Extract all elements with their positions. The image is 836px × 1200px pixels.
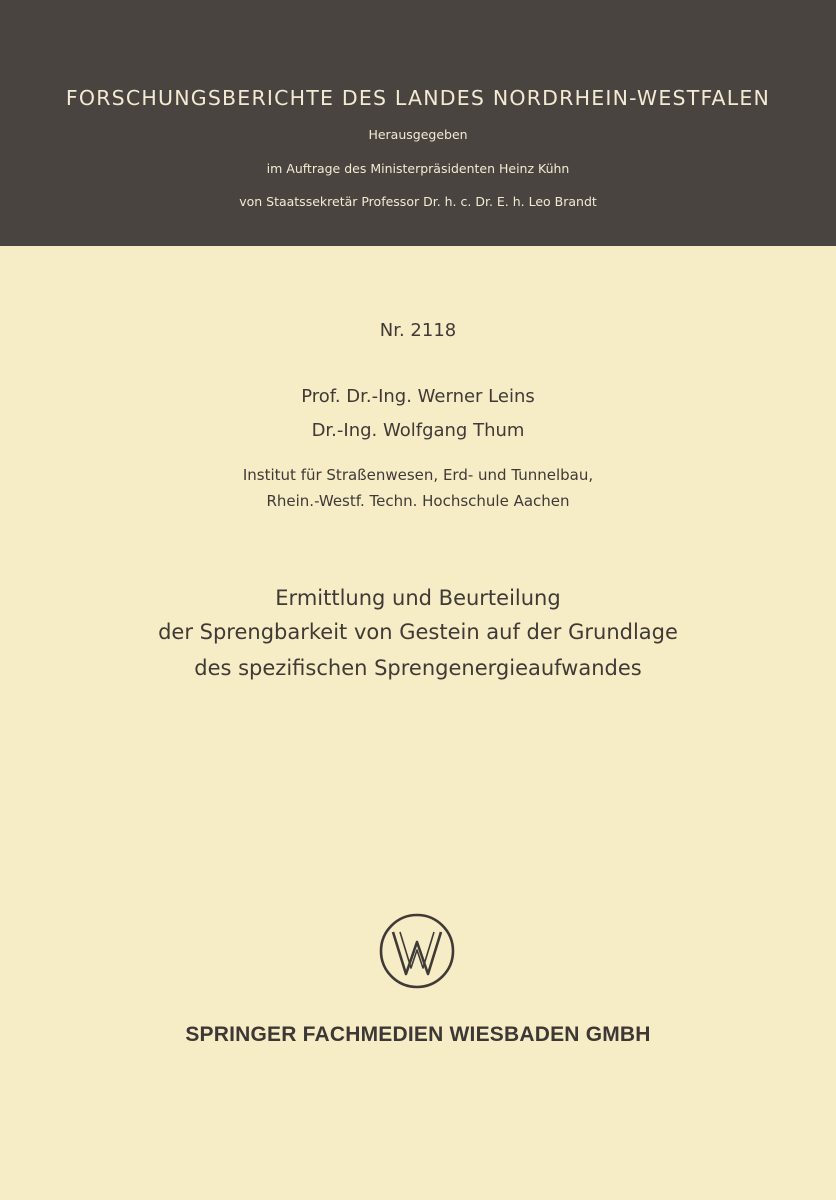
series-title: FORSCHUNGSBERICHTE DES LANDES NORDRHEIN-WESTFALEN <box>65 86 771 110</box>
springer-vw-logo-icon <box>378 912 456 990</box>
report-number: Nr. 2118 <box>379 320 457 341</box>
institute-line-1: Institut für Straßenwesen, Erd- und Tunnelbau, <box>242 466 594 484</box>
header-editor-line: von Staatssekretär Professor Dr. h. c. Dr. E. h. Leo Brandt <box>239 194 597 209</box>
title-line-2: der Sprengbarkeit von Gestein auf der Grundlage <box>158 620 678 644</box>
header-commission-line: im Auftrage des Ministerpräsidenten Heinz Kühn <box>266 161 570 176</box>
author-1: Prof. Dr.-Ing. Werner Leins <box>301 386 535 407</box>
header-band <box>0 0 836 246</box>
author-2: Dr.-Ing. Wolfgang Thum <box>311 420 525 441</box>
publisher-name: SPRINGER FACHMEDIEN WIESBADEN GMBH <box>185 1023 651 1046</box>
institute-line-2: Rhein.-Westf. Techn. Hochschule Aachen <box>266 492 570 510</box>
header-editor-label: Herausgegeben <box>368 127 468 142</box>
title-line-1: Ermittlung und Beurteilung <box>275 586 561 610</box>
title-line-3: des spezifischen Sprengenergieaufwandes <box>194 656 642 680</box>
